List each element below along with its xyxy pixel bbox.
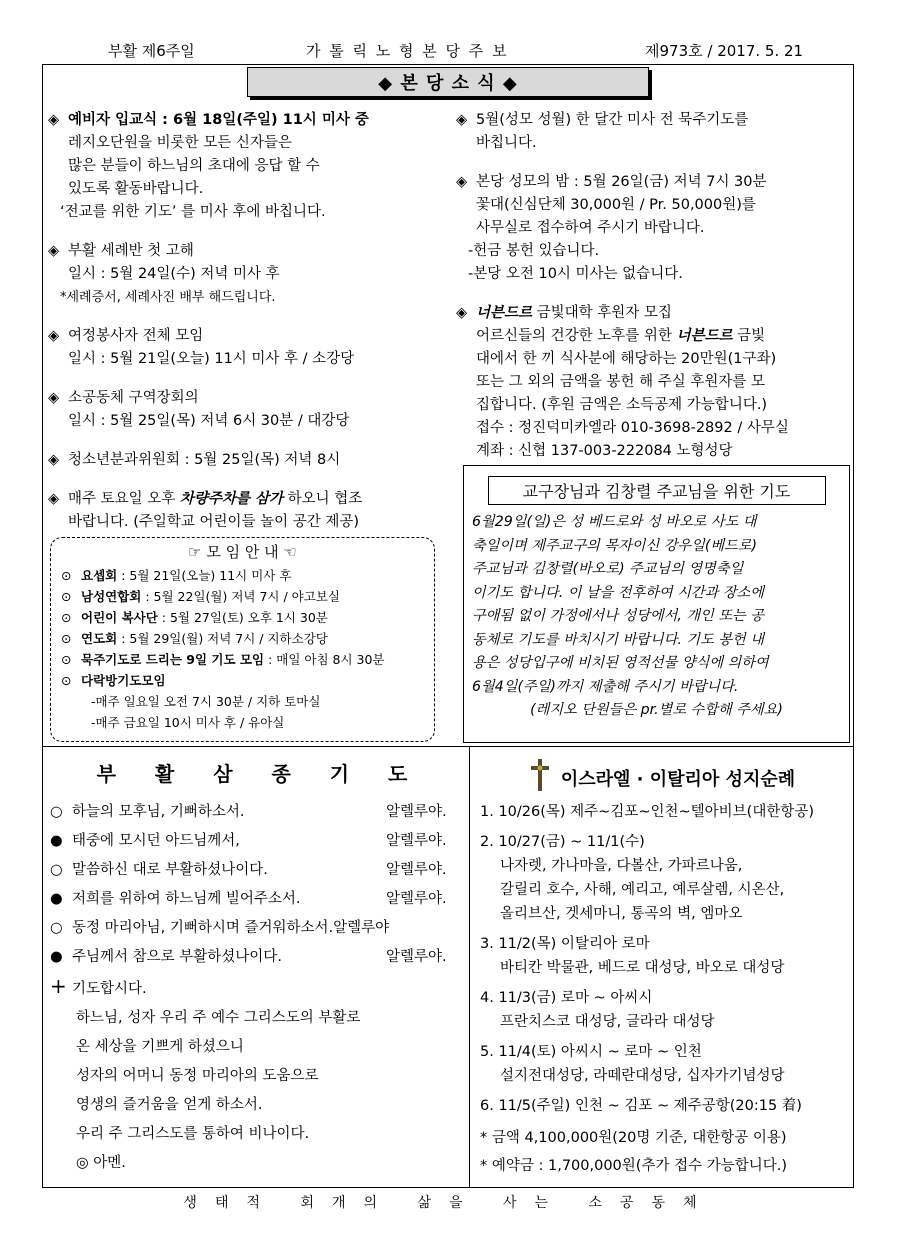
filled-circle-icon: ● <box>50 949 63 965</box>
notice-line: 또는 그 외의 금액을 봉헌 해 주실 후원자를 모 <box>476 374 765 390</box>
prayer-row: ● 태중에 모시던 아드님께서, 알렐루야. <box>50 827 460 856</box>
prayer-row: ● 저희를 위하여 하느님께 빌어주소서. 알렐루야. <box>50 885 460 914</box>
filled-circle-icon: ● <box>50 833 63 849</box>
itinerary-day: 3. 11/2(목) 이탈리아 로마 <box>480 936 650 952</box>
notice-emphasis: 차량주차를 삼가 <box>179 491 283 507</box>
community-notice <box>48 387 448 433</box>
diamond-icon: ◈ <box>456 112 468 128</box>
meetings-box <box>50 537 435 742</box>
meeting-item: ⊙ 요셉회 : 5월 21일(오늘) 11시 미사 후 <box>61 565 424 586</box>
circle-dot-icon: ⊙ <box>61 652 72 667</box>
prayer-line: 동체로 기도를 바치시기 바랍니다. 기도 봉헌 내 <box>472 631 764 648</box>
meeting-item: ⊙ 연도회 : 5월 29일(월) 저녁 7시 / 지하소강당 <box>61 628 424 649</box>
hollow-circle-icon: ○ <box>50 920 63 936</box>
prayer-line: 용은 성당입구에 비치된 영적선물 양식에 의하여 <box>472 655 769 671</box>
notice-emphasis: 너븐드르 <box>476 305 533 321</box>
bulletin-header <box>0 40 898 64</box>
itinerary-detail: 나자렛, 가나마을, 다볼산, 가파르나움, <box>500 858 743 874</box>
itinerary-detail: 설지전대성당, 라떼란대성당, 십자가기념성당 <box>500 1068 785 1084</box>
volunteer-notice <box>48 325 448 371</box>
prayer-row: ● 주님께서 참으로 부활하셨나이다. 알렐루야. <box>50 943 460 972</box>
notice-line: -헌금 봉헌 있습니다. <box>468 243 600 259</box>
right-news <box>456 109 851 463</box>
notice-emphasis: 너븐드르 <box>676 328 733 344</box>
meeting-item: ⊙ 남성연합회 : 5월 22일(월) 저녁 7시 / 야고보실 <box>61 586 424 607</box>
parking-notice <box>48 488 448 534</box>
notice-line: 일시 : 5월 21일(오늘) 11시 미사 후 / 소강당 <box>68 351 355 367</box>
diamond-icon: ◈ <box>48 491 60 507</box>
prayer-body-line: 하느님, 성자 우리 주 예수 그리스도의 부활로 <box>76 1010 361 1026</box>
rosary-notice <box>456 109 851 155</box>
pilgrimage-header <box>470 756 854 800</box>
issue-number: 제973호 / 2017. 5. 21 <box>645 42 804 60</box>
notice-text: 어르신들의 건강한 노후를 위한 <box>476 328 677 344</box>
prayer-line: 주교님과 김창렬(바오로) 주교님의 영명축일 <box>472 561 744 577</box>
regina-caeli-prayer <box>50 798 460 1178</box>
prayer-line: 이기도 합니다. 이 날을 전후하여 시간과 장소에 <box>472 584 764 601</box>
pilgrimage-itinerary <box>480 800 850 1178</box>
prayer-body-line: 온 세상을 기쁘게 하셨으니 <box>76 1039 244 1055</box>
footer-motto: 생태적 회개의 삶을 사는 소공동체 <box>183 1195 715 1211</box>
notice-title: 청소년분과위원회 : 5월 25일(목) 저녁 8시 <box>68 452 341 468</box>
notice-title: 5월(성모 성월) 한 달간 미사 전 묵주기도를 <box>476 112 749 128</box>
meeting-item: ⊙ 다락방기도모임 <box>61 670 424 691</box>
notice-line: 사무실로 접수하여 주시기 바랍니다. <box>476 220 705 236</box>
meeting-subitem: -매주 일요일 오전 7시 30분 / 지하 토마실 <box>91 694 321 709</box>
notice-line: 집합니다. (후원 금액은 소득공제 가능합니다.) <box>476 397 768 413</box>
bulletin-title: 가 톨 릭 노 형 본 당 주 보 <box>306 42 509 60</box>
notice-line: ‘전교를 위한 기도’ 를 미사 후에 바칩니다. <box>60 204 326 220</box>
itinerary-detail: 갈릴리 호수, 사해, 예리고, 예루살렘, 시온산, <box>500 882 785 898</box>
prayer-row: ○ 말씀하신 대로 부활하셨나이다. 알렐루야. <box>50 856 460 885</box>
hollow-circle-icon: ○ <box>50 862 63 878</box>
itinerary-detail: 바티칸 박물관, 베드로 대성당, 바오로 대성당 <box>500 960 785 976</box>
crucifix-icon <box>529 758 551 799</box>
itinerary-detail: 올리브산, 겟세마니, 통곡의 벽, 엠마오 <box>500 906 743 922</box>
meeting-subitem: -매주 금요일 10시 미사 후 / 유아실 <box>91 715 285 730</box>
marian-night-notice <box>456 171 851 286</box>
notice-line: *세례증서, 세례사진 배부 해드립니다. <box>60 290 276 305</box>
pilgrimage-deposit: * 예약금 : 1,700,000원(추가 접수 가능합니다.) <box>480 1158 787 1174</box>
itinerary-detail: 프란치스코 대성당, 글라라 대성당 <box>500 1014 715 1030</box>
meetings-title: ☞ 모 임 안 내 ☜ <box>188 543 297 561</box>
pilgrimage-fee: * 금액 4,100,000원(20명 기준, 대한항공 이용) <box>480 1130 787 1146</box>
catechumen-notice <box>48 109 448 224</box>
youth-notice <box>48 449 448 472</box>
left-news <box>48 109 448 534</box>
notice-line: 레지오단원을 비롯한 모든 신자들은 <box>68 135 292 151</box>
diamond-icon: ◈ <box>456 174 468 190</box>
notice-line: 있도록 활동바랍니다. <box>68 181 204 197</box>
sponsor-notice <box>456 302 851 463</box>
diamond-icon: ◈ <box>456 305 468 321</box>
circle-dot-icon: ⊙ <box>61 631 72 646</box>
sponsor-contact: 접수 : 정진덕미카엘라 010-3698-2892 / 사무실 <box>476 420 789 436</box>
prayer-body-line: 영생의 즐거움을 얻게 하소서. <box>76 1097 263 1113</box>
diamond-icon: ◈ <box>48 328 60 344</box>
itinerary-day: 2. 10/27(금) ~ 11/1(수) <box>480 834 645 850</box>
notice-line: 바칩니다. <box>476 135 537 151</box>
diamond-icon: ◈ <box>48 112 60 128</box>
itinerary-day: 1. 10/26(목) 제주~김포~인천~텔아비브(대한항공) <box>480 804 815 820</box>
column-divider <box>469 746 470 1188</box>
notice-line: 대에서 한 끼 식사분에 해당하는 20만원(1구좌) <box>476 351 777 367</box>
liturgical-week: 부활 제6주일 <box>108 42 195 60</box>
notice-title: 예비자 입교식 : 6월 18일(주일) 11시 미사 중 <box>68 112 369 128</box>
notice-line: 많은 분들이 하느님의 초대에 응답 할 수 <box>68 158 320 174</box>
cross-icon: + <box>50 974 67 998</box>
prayer-body-line: 성자의 어머니 동정 마리아의 도움으로 <box>76 1068 319 1084</box>
filled-circle-icon: ● <box>50 891 63 907</box>
bishop-prayer-title: 교구장님과 김창렬 주교님을 위한 기도 <box>488 476 826 505</box>
bishop-prayer-box <box>463 465 850 743</box>
diamond-icon: ◈ <box>48 452 60 468</box>
notice-text: 금빛 <box>732 328 766 344</box>
regina-caeli-title: 부 활 삼 종 기 도 <box>96 762 424 786</box>
confession-notice <box>48 240 448 309</box>
prayer-line: 축일이며 제주교구의 목자이신 강우일(베드로) <box>472 537 757 554</box>
itinerary-day: 4. 11/3(금) 로마 ~ 아씨시 <box>480 990 653 1006</box>
notice-title: 본당 성모의 밤 : 5월 26일(금) 저녁 7시 30분 <box>476 174 767 190</box>
notice-title: 부활 세례반 첫 고해 <box>68 243 194 259</box>
itinerary-day: 5. 11/4(토) 아씨시 ~ 로마 ~ 인천 <box>480 1044 702 1060</box>
notice-line: 꽃대(신심단체 30,000원 / Pr. 50,000원)를 <box>476 197 756 213</box>
pilgrimage-title: 이스라엘 · 이탈리아 성지순례 <box>560 769 796 790</box>
itinerary-day: 6. 11/5(주일) 인천 ~ 김포 ~ 제주공항(20:15 着) <box>480 1098 802 1114</box>
circle-dot-icon: ⊙ <box>61 589 72 604</box>
meeting-item: ⊙ 묵주기도로 드리는 9일 기도 모임 : 매일 아침 8시 30분 <box>61 649 424 670</box>
diamond-icon: ◈ <box>48 390 60 406</box>
amen: ◎ 아멘. <box>76 1155 126 1171</box>
prayer-line: 6월4일(주일)까지 제출해 주시기 바랍니다. <box>472 678 739 695</box>
notice-text: 하오니 협조 <box>283 491 363 507</box>
prayer-line: 6월29일(일)은 성 베드로와 성 바오로 사도 대 <box>472 514 757 530</box>
circle-dot-icon: ⊙ <box>61 673 72 688</box>
bishop-prayer-text <box>464 511 849 723</box>
notice-title: 소공동체 구역장회의 <box>68 390 199 406</box>
notice-line: -본당 오전 10시 미사는 없습니다. <box>468 266 683 282</box>
hollow-circle-icon: ○ <box>50 804 63 820</box>
parish-news-title: ◆ 본 당 소 식 ◆ <box>247 67 649 97</box>
prayer-note: (레지오 단원들은 pr.별로 수합해 주세요) <box>530 702 783 718</box>
divider <box>42 746 854 747</box>
notice-line: 바랍니다. (주일학교 어린이들 놀이 공간 제공) <box>68 514 360 530</box>
notice-title: 여정봉사자 전체 모임 <box>68 328 204 344</box>
circle-dot-icon: ⊙ <box>61 610 72 625</box>
notice-line: 일시 : 5월 24일(수) 저녁 미사 후 <box>68 266 280 282</box>
prayer-body-line: 우리 주 그리스도를 통하여 비나이다. <box>76 1126 310 1142</box>
prayer-row: ○ 하늘의 모후님, 기뻐하소서. 알렐루야. <box>50 798 460 827</box>
meeting-item: ⊙ 어린이 복사단 : 5월 27일(토) 오후 1시 30분 <box>61 607 424 628</box>
let-us-pray: + 기도합시다. <box>50 972 460 1004</box>
notice-text: 매주 토요일 오후 <box>68 491 180 507</box>
notice-line: 일시 : 5월 25일(목) 저녁 6시 30분 / 대강당 <box>68 413 350 429</box>
diamond-icon: ◈ <box>48 243 60 259</box>
sponsor-account: 계좌 : 신협 137-003-222084 노형성당 <box>476 443 733 459</box>
notice-text: 금빛대학 후원자 모집 <box>532 305 672 321</box>
prayer-line: 구애됨 없이 가정에서나 성당에서, 개인 또는 공 <box>472 608 764 624</box>
prayer-row: ○ 동정 마리아님, 기뻐하시며 즐거워하소서.알렐루야 <box>50 914 460 943</box>
circle-dot-icon: ⊙ <box>61 568 72 583</box>
